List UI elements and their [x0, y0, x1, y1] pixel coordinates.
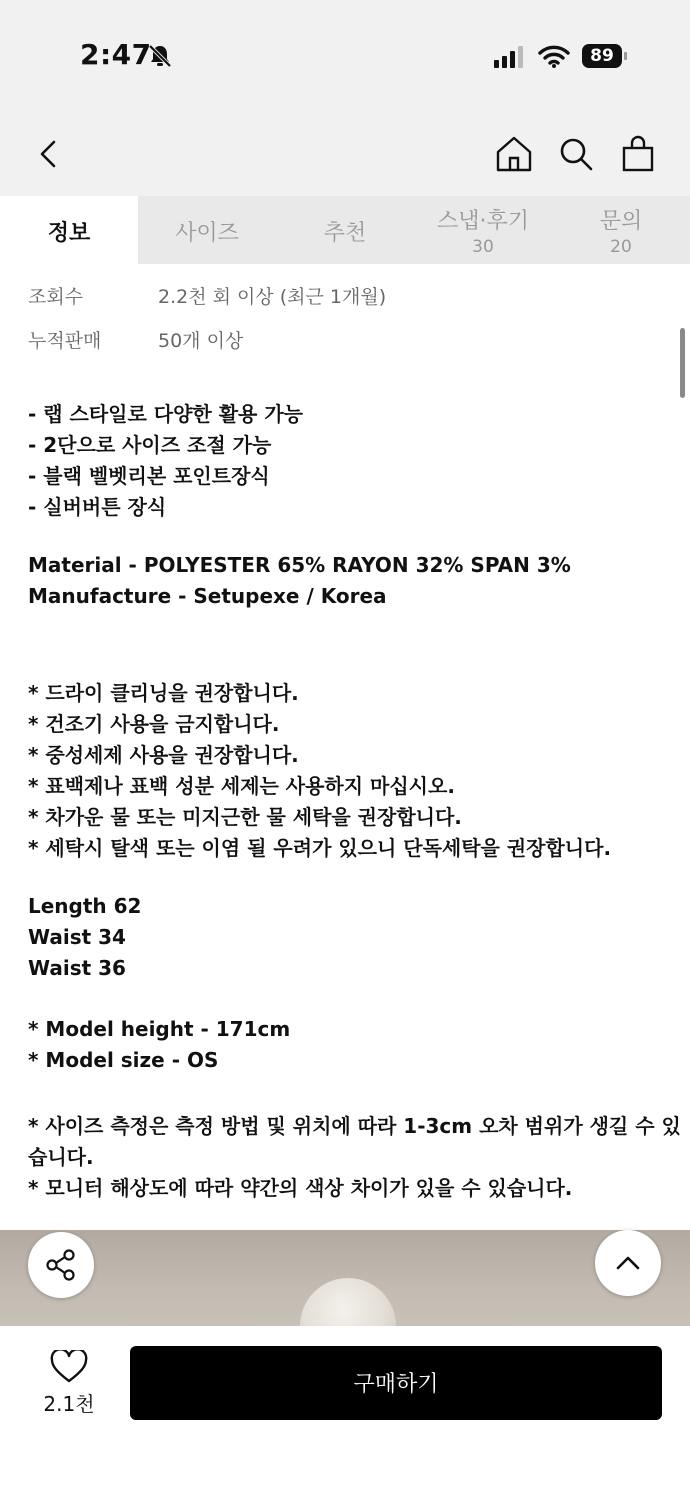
description-line: Manufacture - Setupexe / Korea	[28, 584, 387, 608]
description-line: * 표백제나 표백 성분 세제는 사용하지 마십시오.	[28, 774, 455, 798]
tab-bar	[0, 196, 690, 264]
status-bar	[0, 0, 690, 110]
signal-icon	[494, 46, 524, 68]
description-line: * 드라이 클리닝을 권장합니다.	[28, 681, 299, 705]
description-line: * 모니터 해상도에 따라 약간의 색상 차이가 있을 수 있습니다.	[28, 1176, 573, 1200]
tab-label: 정보	[47, 221, 91, 246]
chevron-up-icon	[613, 1248, 643, 1278]
tab-label: 스냅·후기	[436, 209, 529, 234]
description-line: - 랩 스타일로 다양한 활용 가능	[28, 402, 303, 426]
tab-count: 30	[472, 237, 494, 257]
description-line: - 실버버튼 장식	[28, 495, 167, 519]
description-line: * 사이즈 측정은 측정 방법 및 위치에 따라 1-3cm 오차 범위가 생길 수 있	[28, 1114, 681, 1138]
statue-image	[300, 1278, 396, 1326]
views-value: 2.2천 회 이상 (최근 1개월)	[158, 286, 387, 308]
description-line: * Model size - OS	[28, 1048, 219, 1072]
description-line: * 차가운 물 또는 미지근한 물 세탁을 권장합니다.	[28, 805, 462, 829]
share-icon	[43, 1247, 79, 1283]
views-label: 조회수	[28, 286, 84, 308]
back-icon[interactable]	[30, 134, 70, 174]
scroll-top-button[interactable]	[595, 1230, 661, 1296]
description-line: Waist 34	[28, 925, 126, 949]
tab-snap-review[interactable]	[414, 196, 552, 264]
navigation-bar	[0, 110, 690, 196]
sales-value: 50개 이상	[158, 330, 244, 352]
home-icon[interactable]	[494, 134, 534, 174]
description-line: * Model height - 171cm	[28, 1017, 291, 1041]
description-line: * 중성세제 사용을 권장합니다.	[28, 743, 299, 767]
battery-cap	[624, 52, 627, 60]
tab-info[interactable]	[0, 196, 138, 264]
bag-icon[interactable]	[618, 134, 658, 174]
bell-slash-icon	[146, 42, 174, 70]
product-photo	[0, 1230, 690, 1326]
share-button[interactable]	[28, 1232, 94, 1298]
description-line: - 블랙 벨벳리본 포인트장식	[28, 464, 270, 488]
description-line: 습니다.	[28, 1145, 94, 1169]
description-line: Length 62	[28, 894, 142, 918]
tab-size[interactable]	[138, 196, 276, 264]
sales-label: 누적판매	[28, 330, 102, 352]
description-line: - 2단으로 사이즈 조절 가능	[28, 433, 272, 457]
buy-button[interactable]: 구매하기	[130, 1346, 662, 1420]
description-line: * 세탁시 탈색 또는 이염 될 우려가 있으니 단독세탁을 권장합니다.	[28, 836, 612, 860]
tab-label: 사이즈	[175, 221, 239, 246]
tab-inquiry[interactable]	[552, 196, 690, 264]
wifi-icon	[538, 44, 570, 68]
tab-label: 문의	[599, 209, 643, 234]
heart-icon[interactable]	[50, 1350, 88, 1384]
battery-level: 89	[582, 44, 622, 68]
description-line: Material - POLYESTER 65% RAYON 32% SPAN 3%	[28, 553, 571, 577]
description-line: Waist 36	[28, 956, 126, 980]
description-line: * 건조기 사용을 금지합니다.	[28, 712, 280, 736]
status-time: 2:47	[80, 38, 152, 71]
tab-recommend[interactable]	[276, 196, 414, 264]
tab-count: 20	[610, 237, 632, 257]
bottom-action-bar	[0, 1326, 690, 1500]
search-icon[interactable]	[556, 134, 596, 174]
scrollbar[interactable]	[680, 328, 685, 398]
like-count: 2.1천	[43, 1392, 95, 1416]
tab-label: 추천	[323, 221, 367, 246]
battery-indicator	[582, 44, 628, 68]
